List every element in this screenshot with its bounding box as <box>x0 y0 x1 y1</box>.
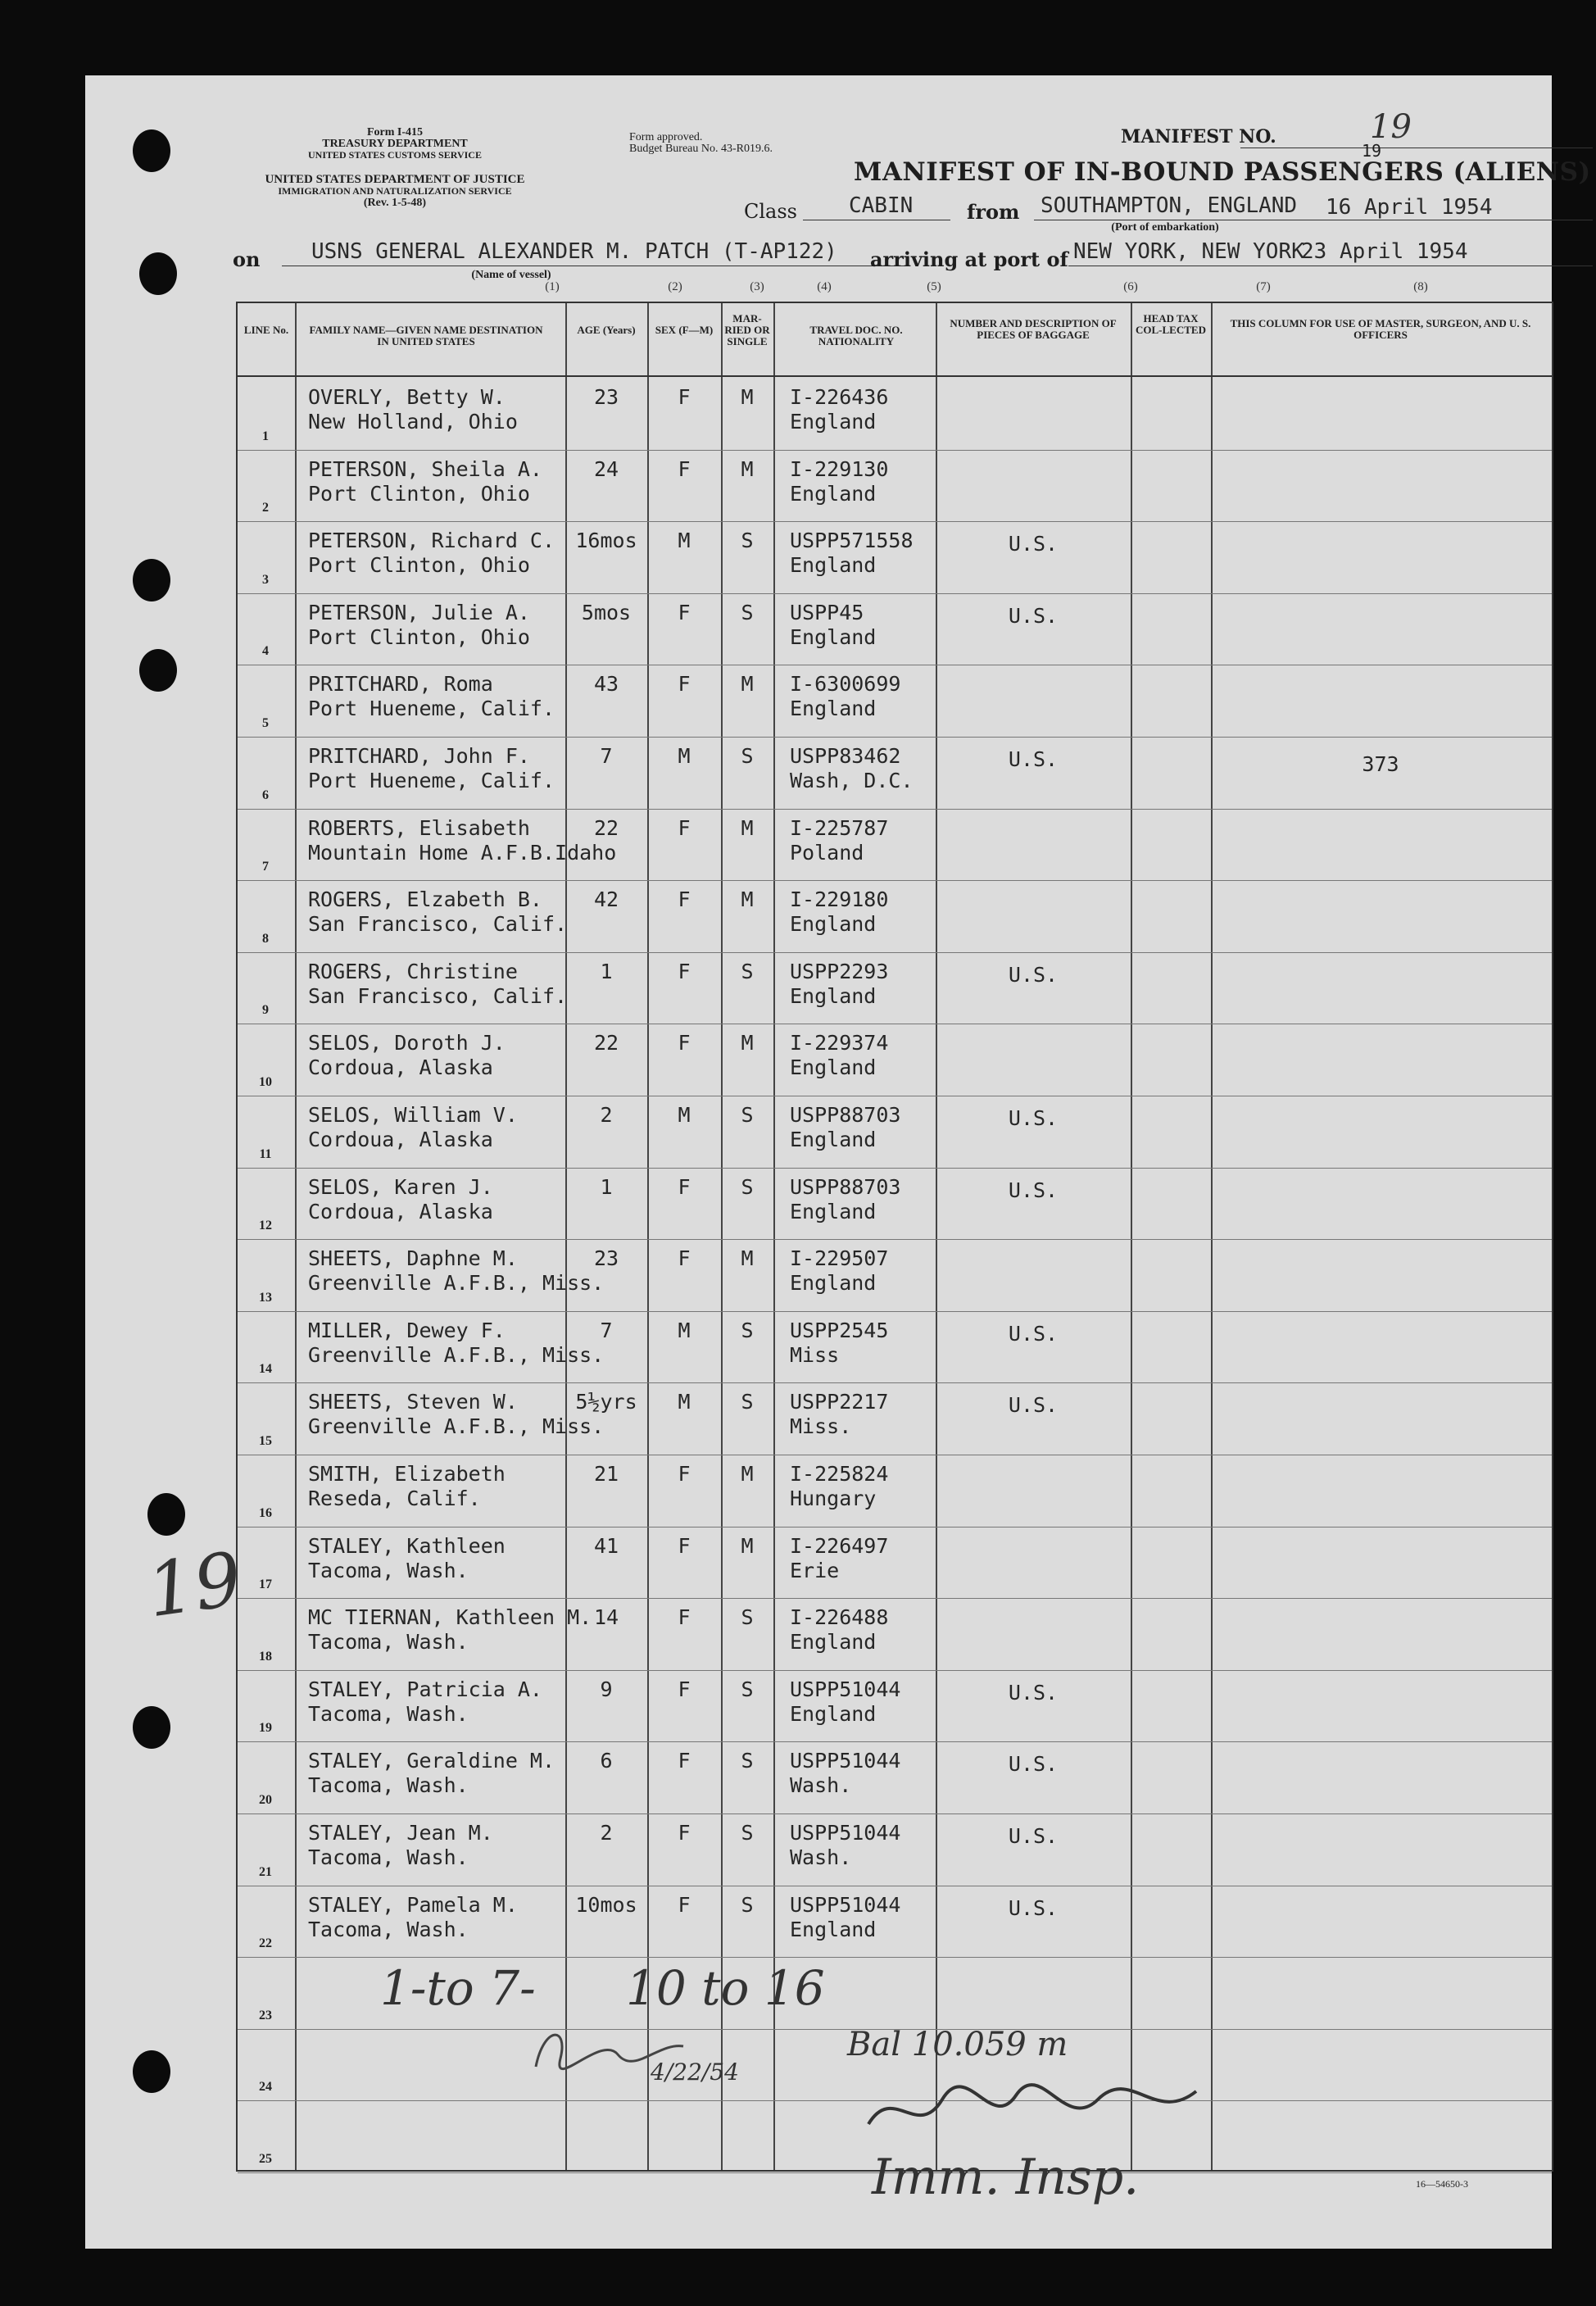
table-row <box>238 451 1552 523</box>
marital-status: S <box>741 1749 754 1773</box>
header-officers: THIS COLUMN FOR USE OF MASTER, SURGEON, AND U. S. OFFICERS <box>1230 317 1531 341</box>
table-row <box>238 1383 1552 1455</box>
travel-doc: I-226497 <box>790 1533 889 1558</box>
inspector-signature <box>860 2075 1204 2149</box>
line-number: 12 <box>259 1219 272 1233</box>
sex: F <box>678 600 691 624</box>
destination: Greenville A.F.B., Miss. <box>308 1342 605 1367</box>
customs-service: UNITED STATES CUSTOMS SERVICE <box>308 149 482 161</box>
travel-doc: I-229180 <box>790 887 889 912</box>
passenger-name: PETERSON, Richard C. <box>308 529 555 553</box>
destination: Greenville A.F.B., Miss. <box>308 1271 605 1296</box>
nationality: Miss <box>790 1342 840 1367</box>
passenger-name: SHEETS, Daphne M. <box>308 1246 518 1271</box>
marital-status: S <box>741 1821 754 1845</box>
travel-doc: USPP88703 <box>790 1174 901 1199</box>
marital-status: S <box>741 1174 754 1199</box>
age: 22 <box>593 815 619 840</box>
travel-doc: I-226488 <box>790 1605 889 1630</box>
line-number: 2 <box>262 501 269 515</box>
colnum-6: (6) <box>1123 280 1138 293</box>
baggage: U.S. <box>1008 1752 1059 1777</box>
handwritten-inspector: Imm. Insp. <box>872 2149 1140 2206</box>
header-sex: SEX (F—M) <box>655 324 714 336</box>
marital-status: M <box>741 887 754 912</box>
nationality: England <box>790 1128 877 1151</box>
officer-note: 373 <box>1362 752 1399 776</box>
destination: New Holland, Ohio <box>308 410 518 434</box>
destination: Tacoma, Wash. <box>308 1917 469 1941</box>
manifest-page <box>85 75 1591 2249</box>
line-number: 24 <box>259 2080 272 2095</box>
age: 14 <box>593 1605 619 1630</box>
sex: F <box>678 672 691 697</box>
destination: Port Hueneme, Calif. <box>308 697 555 721</box>
marital-status: M <box>741 672 754 697</box>
sex: F <box>678 815 691 840</box>
passenger-name: SMITH, Elizabeth <box>308 1462 506 1486</box>
travel-doc: USPP45 <box>790 600 864 624</box>
marital-status: S <box>741 744 754 768</box>
sex: F <box>678 887 691 912</box>
line-number: 17 <box>259 1577 272 1592</box>
nationality: England <box>790 481 877 506</box>
passenger-name: SELOS, Karen J. <box>308 1174 493 1199</box>
table-row <box>238 1886 1552 1959</box>
marital-status: M <box>741 385 754 409</box>
sex: M <box>678 744 691 768</box>
sex: M <box>678 1390 691 1414</box>
handwritten-date: 4/22/54 <box>651 2059 739 2086</box>
marital-status: S <box>741 959 754 983</box>
destination: Port Clinton, Ohio <box>308 553 530 578</box>
passenger-name: SHEETS, Steven W. <box>308 1390 518 1414</box>
table-row <box>238 522 1552 594</box>
from-label: from <box>967 200 1020 224</box>
travel-doc: I-229374 <box>790 1031 889 1055</box>
age: 6 <box>600 1749 613 1773</box>
passenger-name: ROGERS, Elzabeth B. <box>308 887 542 912</box>
vessel-name: USNS GENERAL ALEXANDER M. PATCH (T-AP122) <box>311 239 837 264</box>
sex: F <box>678 456 691 481</box>
handwritten-bal: Bal 10.059 m <box>847 2026 1068 2063</box>
handwritten-margin-number: 19 <box>142 1536 247 1635</box>
baggage: U.S. <box>1008 1895 1059 1920</box>
travel-doc: USPP51044 <box>790 1677 901 1701</box>
age: 1 <box>600 959 613 983</box>
table-row <box>238 1240 1552 1312</box>
punch-hole <box>139 252 177 295</box>
line-number: 8 <box>262 931 269 946</box>
sex: F <box>678 1821 691 1845</box>
sex: F <box>678 959 691 983</box>
port-caption: (Port of embarkation) <box>1111 221 1219 234</box>
line-number: 22 <box>259 1936 272 1951</box>
on-label: on <box>233 247 261 271</box>
travel-doc: USPP571558 <box>790 529 914 553</box>
baggage: U.S. <box>1008 1106 1059 1130</box>
age: 5mos <box>581 600 632 624</box>
colnum-7: (7) <box>1256 280 1271 293</box>
baggage: U.S. <box>1008 747 1059 771</box>
passenger-name: OVERLY, Betty W. <box>308 385 506 409</box>
table-row <box>238 810 1552 882</box>
sex: F <box>678 1031 691 1055</box>
header-head-tax: HEAD TAX COL-LECTED <box>1136 312 1206 336</box>
header-divider <box>238 375 1552 377</box>
nationality: England <box>790 983 877 1008</box>
destination: Port Clinton, Ohio <box>308 624 530 649</box>
vessel-caption: (Name of vessel) <box>471 269 551 281</box>
nationality: England <box>790 624 877 649</box>
header-name: FAMILY NAME—GIVEN NAME DESTINATION IN UNITED STATES <box>309 324 543 347</box>
line-number: 1 <box>262 429 269 443</box>
baggage: U.S. <box>1008 1824 1059 1848</box>
reviewer-signature <box>528 2018 691 2083</box>
arrival-port: NEW YORK, NEW YORK <box>1073 239 1304 264</box>
destination: Tacoma, Wash. <box>308 1845 469 1869</box>
line-number: 5 <box>262 715 269 730</box>
from-value: SOUTHAMPTON, ENGLAND <box>1041 193 1298 218</box>
marital-status: M <box>741 1246 754 1271</box>
age: 2 <box>600 1103 613 1127</box>
passenger-name: STALEY, Pamela M. <box>308 1892 518 1917</box>
nationality: Erie <box>790 1558 840 1582</box>
line-number: 4 <box>262 644 269 659</box>
table-row <box>238 1527 1552 1600</box>
ins-service: IMMIGRATION AND NATURALIZATION SERVICE <box>278 185 512 197</box>
table-row <box>238 1671 1552 1743</box>
header-married: MAR-RIED OR SINGLE <box>724 312 770 347</box>
sex: F <box>678 385 691 409</box>
colnum-2: (2) <box>668 280 682 293</box>
age: 10mos <box>575 1892 637 1917</box>
punch-hole <box>133 1706 170 1749</box>
age: 23 <box>593 385 619 409</box>
table-row <box>238 1312 1552 1384</box>
marital-status: S <box>741 1892 754 1917</box>
nationality: England <box>790 1917 877 1941</box>
nationality: Miss. <box>790 1414 852 1439</box>
nationality: England <box>790 1701 877 1726</box>
passenger-table <box>236 302 1553 2172</box>
class-label: Class <box>744 200 797 223</box>
table-row <box>238 1096 1552 1169</box>
travel-doc: I-229130 <box>790 456 889 481</box>
nationality: Wash, D.C. <box>790 769 914 792</box>
travel-doc: USPP51044 <box>790 1892 901 1917</box>
travel-doc: I-225787 <box>790 815 889 840</box>
destination: Mountain Home A.F.B.Idaho <box>308 840 617 865</box>
table-row <box>238 738 1552 810</box>
destination: Greenville A.F.B., Miss. <box>308 1414 605 1439</box>
table-row <box>238 1599 1552 1671</box>
line-number: 25 <box>259 2151 272 2166</box>
sex: F <box>678 1533 691 1558</box>
sex: F <box>678 1892 691 1917</box>
passenger-name: SELOS, Doroth J. <box>308 1031 506 1055</box>
nationality: England <box>790 1630 877 1655</box>
nationality: England <box>790 1055 877 1080</box>
passenger-name: MILLER, Dewey F. <box>308 1318 506 1342</box>
travel-doc: I-226436 <box>790 385 889 409</box>
destination: San Francisco, Calif. <box>308 912 568 937</box>
sex: F <box>678 1246 691 1271</box>
line-number: 13 <box>259 1290 272 1305</box>
destination: Tacoma, Wash. <box>308 1773 469 1798</box>
table-row <box>238 1169 1552 1241</box>
age: 42 <box>593 887 619 912</box>
line-number: 9 <box>262 1003 269 1018</box>
header-travel-doc: TRAVEL DOC. NO. NATIONALITY <box>809 324 903 347</box>
dept-justice: UNITED STATES DEPARTMENT OF JUSTICE <box>265 173 525 186</box>
destination: Port Hueneme, Calif. <box>308 769 555 792</box>
marital-status: S <box>741 1605 754 1630</box>
marital-status: M <box>741 815 754 840</box>
table-row <box>238 594 1552 666</box>
sex: F <box>678 1174 691 1199</box>
budget-bureau: Budget Bureau No. 43-R019.6. <box>629 143 773 155</box>
marital-status: M <box>741 1462 754 1486</box>
passenger-name: PETERSON, Julie A. <box>308 600 530 624</box>
header-baggage: NUMBER AND DESCRIPTION OF PIECES OF BAGGAGE <box>950 317 1117 341</box>
travel-doc: USPP51044 <box>790 1749 901 1773</box>
table-row <box>238 665 1552 738</box>
passenger-name: STALEY, Jean M. <box>308 1821 493 1845</box>
destination: Cordoua, Alaska <box>308 1055 493 1080</box>
line-number: 15 <box>259 1433 272 1448</box>
form-approved: Form approved. <box>629 131 703 143</box>
colnum-5: (5) <box>927 280 941 293</box>
nationality: England <box>790 1271 877 1296</box>
travel-doc: USPP2545 <box>790 1318 889 1342</box>
nationality: England <box>790 553 877 578</box>
marital-status: M <box>741 1533 754 1558</box>
table-row <box>238 1024 1552 1096</box>
travel-doc: USPP88703 <box>790 1103 901 1127</box>
handwritten-range-1: 1-to 7- <box>380 1960 536 2016</box>
sex: F <box>678 1677 691 1701</box>
revision: (Rev. 1-5-48) <box>363 197 427 209</box>
age: 23 <box>593 1246 619 1271</box>
passenger-name: PETERSON, Sheila A. <box>308 456 542 481</box>
marital-status: S <box>741 1103 754 1127</box>
line-number: 10 <box>259 1074 272 1089</box>
line-number: 19 <box>259 1721 272 1736</box>
sex: M <box>678 1103 691 1127</box>
marital-status: S <box>741 600 754 624</box>
table-row <box>238 379 1552 451</box>
table-row <box>238 881 1552 953</box>
table-row <box>238 1814 1552 1886</box>
passenger-name: STALEY, Patricia A. <box>308 1677 542 1701</box>
age: 1 <box>600 1174 613 1199</box>
destination: Cordoua, Alaska <box>308 1199 493 1223</box>
line-number: 11 <box>259 1146 272 1161</box>
age: 43 <box>593 672 619 697</box>
colnum-4: (4) <box>817 280 832 293</box>
travel-doc: USPP83462 <box>790 744 901 768</box>
travel-doc: I-6300699 <box>790 672 901 697</box>
nationality: England <box>790 697 877 721</box>
colnum-1: (1) <box>545 280 560 293</box>
destination: Tacoma, Wash. <box>308 1630 469 1655</box>
passenger-name: MC TIERNAN, Kathleen M. <box>308 1605 592 1630</box>
passenger-name: SELOS, William V. <box>308 1103 518 1127</box>
nationality: Hungary <box>790 1487 877 1510</box>
punch-hole <box>147 1493 185 1536</box>
header-line-no: LINE No. <box>243 324 289 336</box>
arriving-label: arriving at port of <box>870 247 1068 271</box>
destination: Port Clinton, Ohio <box>308 481 530 506</box>
baggage: U.S. <box>1008 1393 1059 1418</box>
age: 21 <box>593 1462 619 1486</box>
embark-date: 16 April 1954 <box>1326 195 1493 220</box>
colnum-3: (3) <box>750 280 764 293</box>
line-number: 23 <box>259 2008 272 2022</box>
marital-status: S <box>741 529 754 553</box>
baggage: U.S. <box>1008 1321 1059 1346</box>
manifest-no-label: MANIFEST NO. <box>1121 126 1276 148</box>
passenger-name: STALEY, Kathleen <box>308 1533 506 1558</box>
travel-doc: I-225824 <box>790 1462 889 1486</box>
line-number: 18 <box>259 1649 272 1664</box>
dept-treasury: TREASURY DEPARTMENT <box>322 138 468 150</box>
nationality: England <box>790 410 877 434</box>
marital-status: M <box>741 456 754 481</box>
line-number: 7 <box>262 860 269 874</box>
marital-status: S <box>741 1390 754 1414</box>
destination: Tacoma, Wash. <box>308 1701 469 1726</box>
travel-doc: USPP51044 <box>790 1821 901 1845</box>
age: 41 <box>593 1533 619 1558</box>
marital-status: M <box>741 1031 754 1055</box>
baggage: U.S. <box>1008 962 1059 987</box>
age: 2 <box>600 1821 613 1845</box>
destination: San Francisco, Calif. <box>308 983 568 1008</box>
destination: Tacoma, Wash. <box>308 1558 469 1582</box>
baggage: U.S. <box>1008 1178 1059 1202</box>
passenger-name: STALEY, Geraldine M. <box>308 1749 555 1773</box>
baggage: U.S. <box>1008 532 1059 556</box>
age: 22 <box>593 1031 619 1055</box>
baggage: U.S. <box>1008 603 1059 628</box>
handwritten-range-2: 10 to 16 <box>626 1960 825 2016</box>
class-value: CABIN <box>849 193 914 218</box>
sex: M <box>678 529 691 553</box>
destination: Reseda, Calif. <box>308 1487 481 1510</box>
line-number: 14 <box>259 1362 272 1377</box>
age: 7 <box>600 744 613 768</box>
line-number: 3 <box>262 572 269 587</box>
nationality: Poland <box>790 840 864 865</box>
travel-doc: USPP2293 <box>790 959 889 983</box>
manifest-no-value: 19 <box>1370 108 1412 146</box>
form-number: Form I-415 <box>366 126 424 138</box>
table-row <box>238 1455 1552 1527</box>
nationality: Wash. <box>790 1773 852 1798</box>
marital-status: S <box>741 1677 754 1701</box>
punch-hole <box>133 2050 170 2093</box>
destination: Cordoua, Alaska <box>308 1128 493 1151</box>
table-row <box>238 953 1552 1025</box>
line-number: 20 <box>259 1792 272 1807</box>
passenger-name: ROBERTS, Elisabeth <box>308 815 530 840</box>
sex: M <box>678 1318 691 1342</box>
footer-code: 16—54650-3 <box>1416 2178 1468 2190</box>
line-number: 6 <box>262 788 269 802</box>
age: 5½yrs <box>575 1390 637 1414</box>
passenger-name: ROGERS, Christine <box>308 959 518 983</box>
header-age: AGE (Years) <box>577 324 636 336</box>
age: 7 <box>600 1318 613 1342</box>
line-number: 21 <box>259 1864 272 1879</box>
passenger-name: PRITCHARD, Roma <box>308 672 493 697</box>
travel-doc: I-229507 <box>790 1246 889 1271</box>
baggage: U.S. <box>1008 1680 1059 1705</box>
age: 16mos <box>575 529 637 553</box>
age: 9 <box>600 1677 613 1701</box>
line-number: 16 <box>259 1505 272 1520</box>
marital-status: S <box>741 1318 754 1342</box>
sex: F <box>678 1462 691 1486</box>
age: 24 <box>593 456 619 481</box>
nationality: Wash. <box>790 1845 852 1869</box>
punch-hole <box>139 649 177 692</box>
punch-hole <box>133 129 170 172</box>
passenger-name: PRITCHARD, John F. <box>308 744 530 768</box>
nationality: England <box>790 1199 877 1223</box>
table-row <box>238 1742 1552 1814</box>
manifest-no-typed: 19 <box>1362 141 1382 161</box>
colnum-8: (8) <box>1413 280 1428 293</box>
nationality: England <box>790 912 877 937</box>
sex: F <box>678 1749 691 1773</box>
arrival-date: 23 April 1954 <box>1301 239 1468 264</box>
page-title: MANIFEST OF IN-BOUND PASSENGERS (ALIENS) <box>854 157 1591 187</box>
punch-hole <box>133 559 170 601</box>
travel-doc: USPP2217 <box>790 1390 889 1414</box>
sex: F <box>678 1605 691 1630</box>
